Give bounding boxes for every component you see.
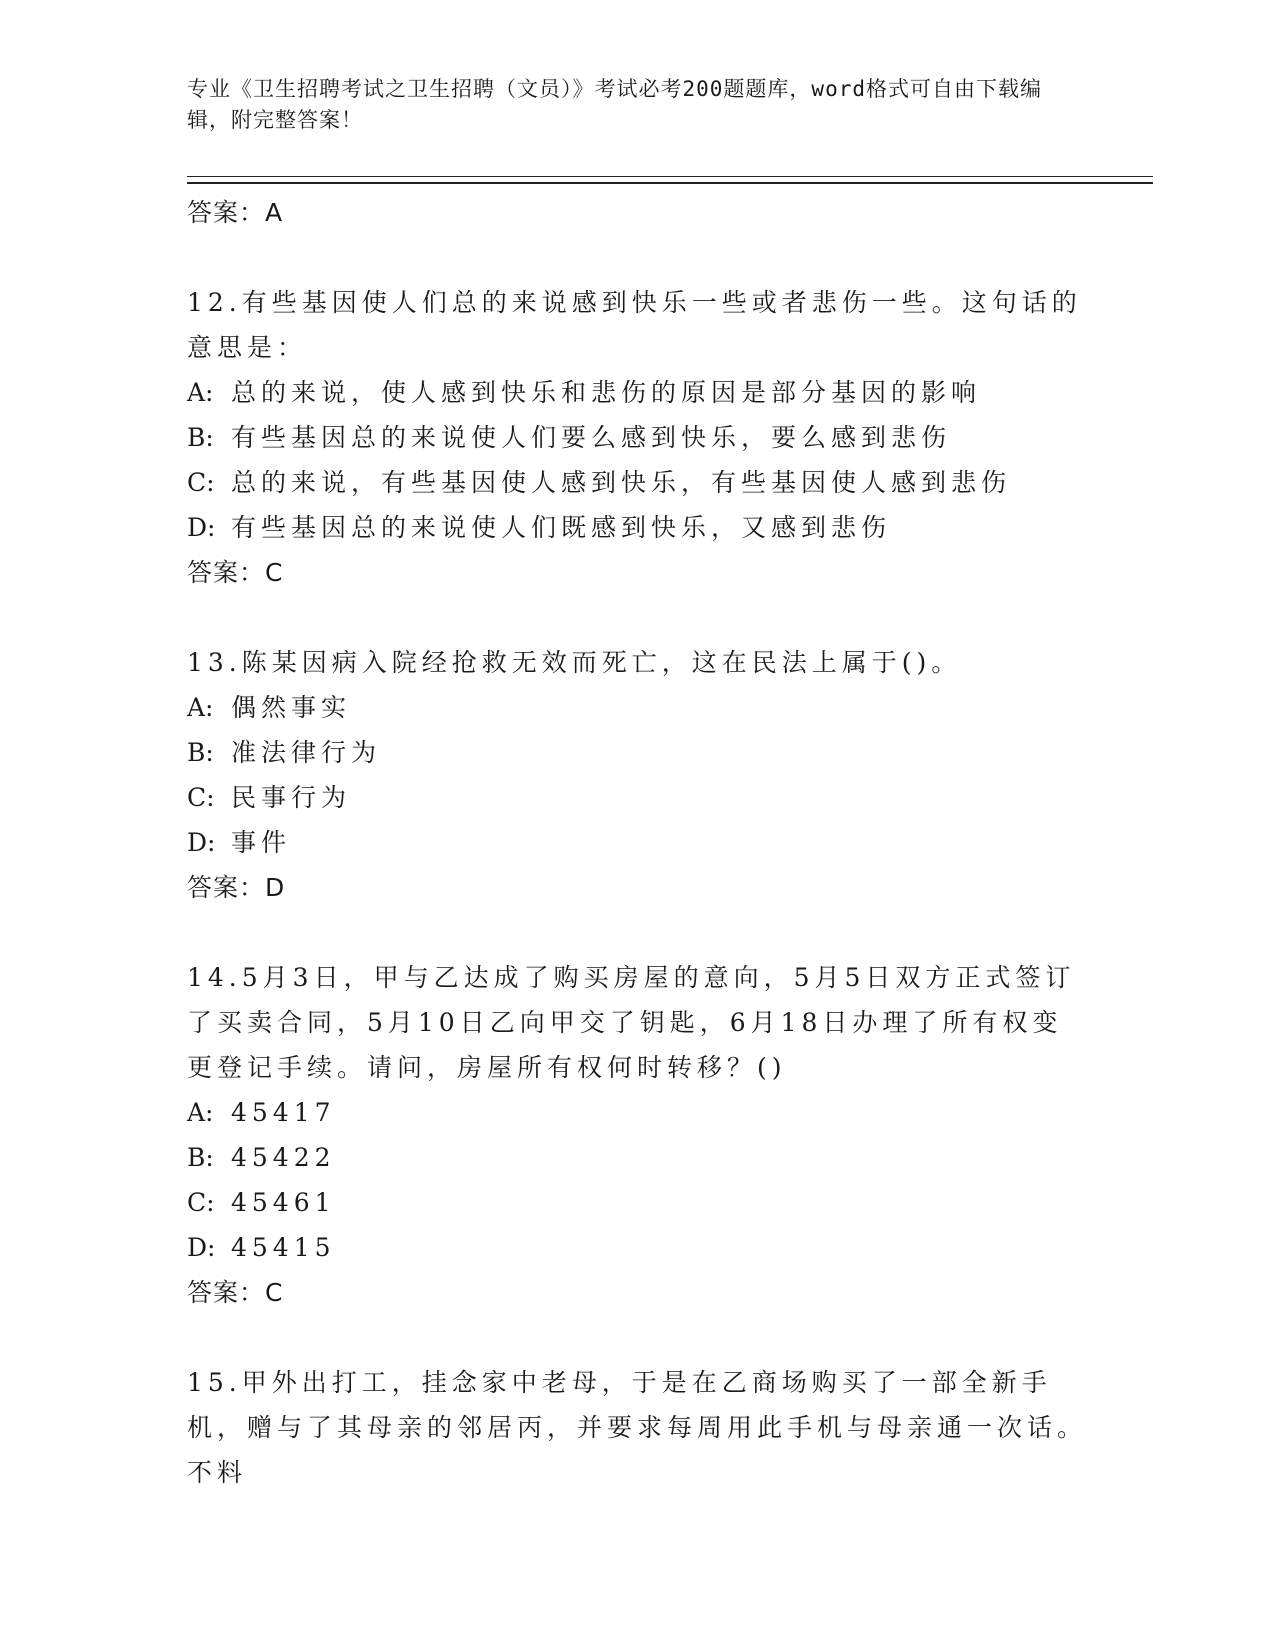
option-b: [187, 415, 1087, 460]
question-12: [187, 280, 1087, 596]
question-text: 13.陈某因病入院经抢救无效而死亡，这在民法上属于()。: [187, 648, 962, 677]
answer-line: [187, 190, 1087, 236]
option-letter: D:: [187, 513, 216, 542]
option-letter: A:: [187, 693, 214, 722]
option-c: [187, 1180, 1087, 1225]
option-letter: C:: [187, 783, 215, 812]
option-letter: A:: [187, 378, 214, 407]
answer-prefix: 答案：: [187, 198, 266, 227]
option-letter: D:: [187, 828, 216, 857]
question-text: 15.甲外出打工，挂念家中老母，于是在乙商场购买了一部全新手机，赠与了其母亲的邻居丙，并要求每周用此手机与母亲通一次话。不料: [187, 1368, 1088, 1487]
answer-value: C: [265, 558, 284, 587]
option-d: [187, 1225, 1087, 1270]
option-a: [187, 685, 1087, 730]
header-divider-thin: [187, 176, 1153, 177]
option-a: [187, 370, 1087, 415]
question-content: [187, 190, 1087, 1495]
option-b: [187, 730, 1087, 775]
option-letter: B:: [187, 738, 214, 767]
option-letter: C:: [187, 468, 215, 497]
answer-value: C: [265, 1278, 284, 1307]
option-text: 有些基因总的来说使人们要么感到快乐，要么感到悲伤: [231, 423, 952, 452]
option-text: 45417: [231, 1098, 336, 1127]
question-text: 12.有些基因使人们总的来说感到快乐一些或者悲伤一些。这句话的意思是：: [187, 288, 1082, 362]
option-letter: B:: [187, 423, 214, 452]
question-13: [187, 640, 1087, 911]
option-text: 有些基因总的来说使人们既感到快乐，又感到悲伤: [231, 513, 892, 542]
question-text: 14.5月3日，甲与乙达成了购买房屋的意向，5月5日双方正式签订了买卖合同，5月10日乙向甲交了钥匙，6月18日办理了所有权变更登记手续。请问，房屋所有权何时转移？(): [187, 963, 1076, 1082]
option-text: 总的来说，使人感到快乐和悲伤的原因是部分基因的影响: [231, 378, 982, 407]
option-letter: A:: [187, 1098, 214, 1127]
header-divider-thick: [187, 182, 1153, 184]
option-b: [187, 1135, 1087, 1180]
answer-value: D: [265, 873, 286, 902]
option-text: 总的来说，有些基因使人感到快乐，有些基因使人感到悲伤: [231, 468, 1012, 497]
option-text: 45415: [231, 1233, 336, 1262]
option-letter: D:: [187, 1233, 216, 1262]
option-letter: C:: [187, 1188, 215, 1217]
page-header: 专业《卫生招聘考试之卫生招聘（文员）》考试必考200题题库，word格式可自由下载编辑，附完整答案！: [187, 77, 1042, 132]
option-text: 民事行为: [231, 783, 352, 812]
option-text: 事件: [231, 828, 292, 857]
question-15: [187, 1360, 1087, 1495]
answer-prefix: 答案：: [187, 558, 266, 587]
option-d: [187, 820, 1087, 865]
option-d: [187, 505, 1087, 550]
option-text: 偶然事实: [231, 693, 352, 722]
answer-line: [187, 1270, 1087, 1316]
answer-prefix: 答案：: [187, 1278, 266, 1307]
answer-prefix: 答案：: [187, 873, 266, 902]
option-c: [187, 775, 1087, 820]
question-14: [187, 955, 1087, 1316]
option-text: 准法律行为: [231, 738, 382, 767]
answer-value: A: [265, 198, 284, 227]
option-text: 45461: [231, 1188, 336, 1217]
option-text: 45422: [231, 1143, 336, 1172]
answer-line: [187, 550, 1087, 596]
option-letter: B:: [187, 1143, 214, 1172]
answer-line: [187, 865, 1087, 911]
option-a: [187, 1090, 1087, 1135]
option-c: [187, 460, 1087, 505]
